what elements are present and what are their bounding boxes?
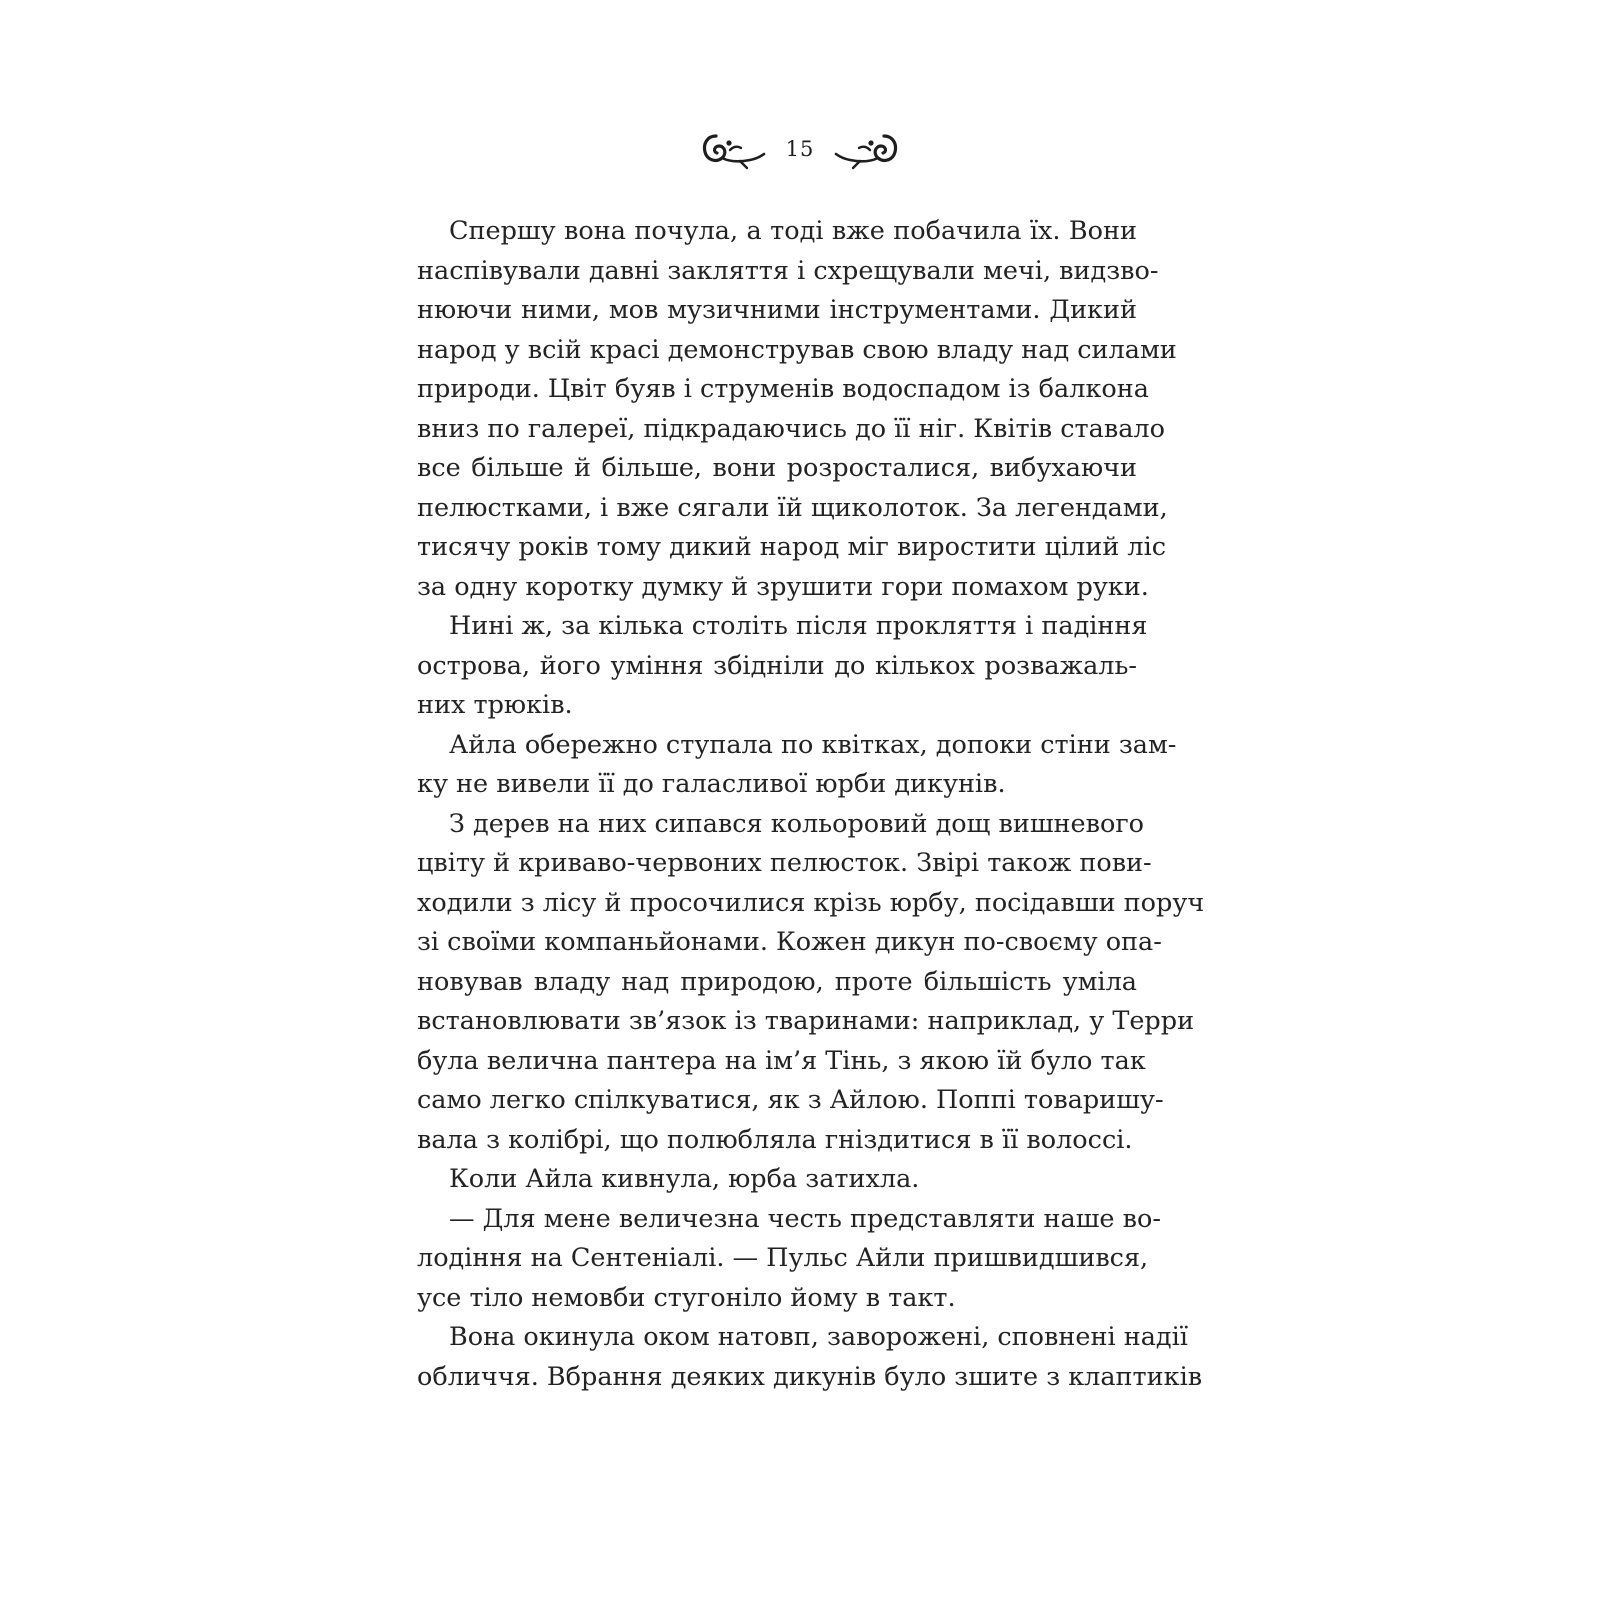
text-line: обличчя. Вбрання деяких дикунів було зшите з клаптиків bbox=[417, 1361, 1203, 1392]
text-line: новував владу над природою, проте більшість уміла bbox=[417, 966, 1137, 997]
text-line: острова, його уміння збідніли до кількох розважаль- bbox=[417, 650, 1137, 681]
text-line: — Для мене величезна честь представляти наше во- bbox=[449, 1203, 1161, 1234]
text-line: зі своїми компаньйонами. Кожен дикун по-своєму опа- bbox=[417, 927, 1162, 957]
text-line: вниз по галереї, підкрадаючись до її ніг. Квітів ставало bbox=[417, 413, 1165, 444]
body-text bbox=[417, 212, 1205, 1397]
text-line: вала з колібрі, що полюбляла гніздитися в її волоссі. bbox=[417, 1124, 1133, 1155]
text-line: Вона окинула оком натовп, заворожені, сповнені надії bbox=[449, 1322, 1188, 1352]
text-line: наспівували давні закляття і схрещували мечі, видзво- bbox=[417, 255, 1159, 286]
page-number: 15 bbox=[785, 137, 815, 161]
text-line: Коли Айла кивнула, юрба затихла. bbox=[449, 1164, 920, 1194]
text-line: природи. Цвіт буяв і струменів водоспадом із балкона bbox=[417, 374, 1149, 404]
text-line: за одну коротку думку й зрушити гори помахом руки. bbox=[417, 571, 1149, 602]
text-line: цвіту й криваво-червоних пелюсток. Звірі також пови- bbox=[417, 848, 1152, 878]
text-line: З дерев на них сипався кольоровий дощ вишневого bbox=[449, 808, 1145, 839]
text-line: встановлювати зв’язок із тваринами: наприклад, у Терри bbox=[417, 1006, 1195, 1036]
swirl-ornament-right-icon bbox=[834, 128, 900, 170]
swirl-ornament-left-icon bbox=[700, 128, 766, 170]
text-line: тисячу років тому дикий народ міг виростити цілий ліс bbox=[417, 532, 1167, 562]
text-line: Айла обережно ступала по квітках, допоки стіни зам- bbox=[449, 729, 1177, 760]
text-line: ку не вивели її до галасливої юрби дикунів. bbox=[417, 769, 1006, 799]
text-line: лодіння на Сентеніалі. — Пульс Айли пришвидшився, bbox=[417, 1243, 1149, 1273]
text-line: народ у всій красі демонстрував свою владу над силами bbox=[417, 334, 1177, 365]
text-line: пелюстками, і вже сягали їй щиколоток. За легендами, bbox=[417, 492, 1168, 523]
text-line: само легко спілкуватися, як з Айлою. Поппі товаришу- bbox=[417, 1085, 1164, 1115]
text-line: Нині ж, за кілька століть після прокляття і падіння bbox=[449, 611, 1148, 641]
text-line: все більше й більше, вони розросталися, вибухаючи bbox=[417, 453, 1137, 483]
page-header bbox=[0, 126, 1600, 172]
text-line: Спершу вона почула, а тоді вже побачила їх. Вони bbox=[449, 216, 1137, 246]
text-line: ходили з лісу й просочилися крізь юрбу, посідавши поруч bbox=[417, 887, 1205, 918]
text-line: нюючи ними, мов музичними інструментами. Дикий bbox=[417, 295, 1137, 325]
text-line: усе тіло немовби стугоніло йому в такт. bbox=[417, 1282, 956, 1313]
text-line: була величнa пантера на ім’я Тінь, з якою їй було так bbox=[417, 1045, 1146, 1076]
text-line: них трюків. bbox=[417, 690, 573, 720]
